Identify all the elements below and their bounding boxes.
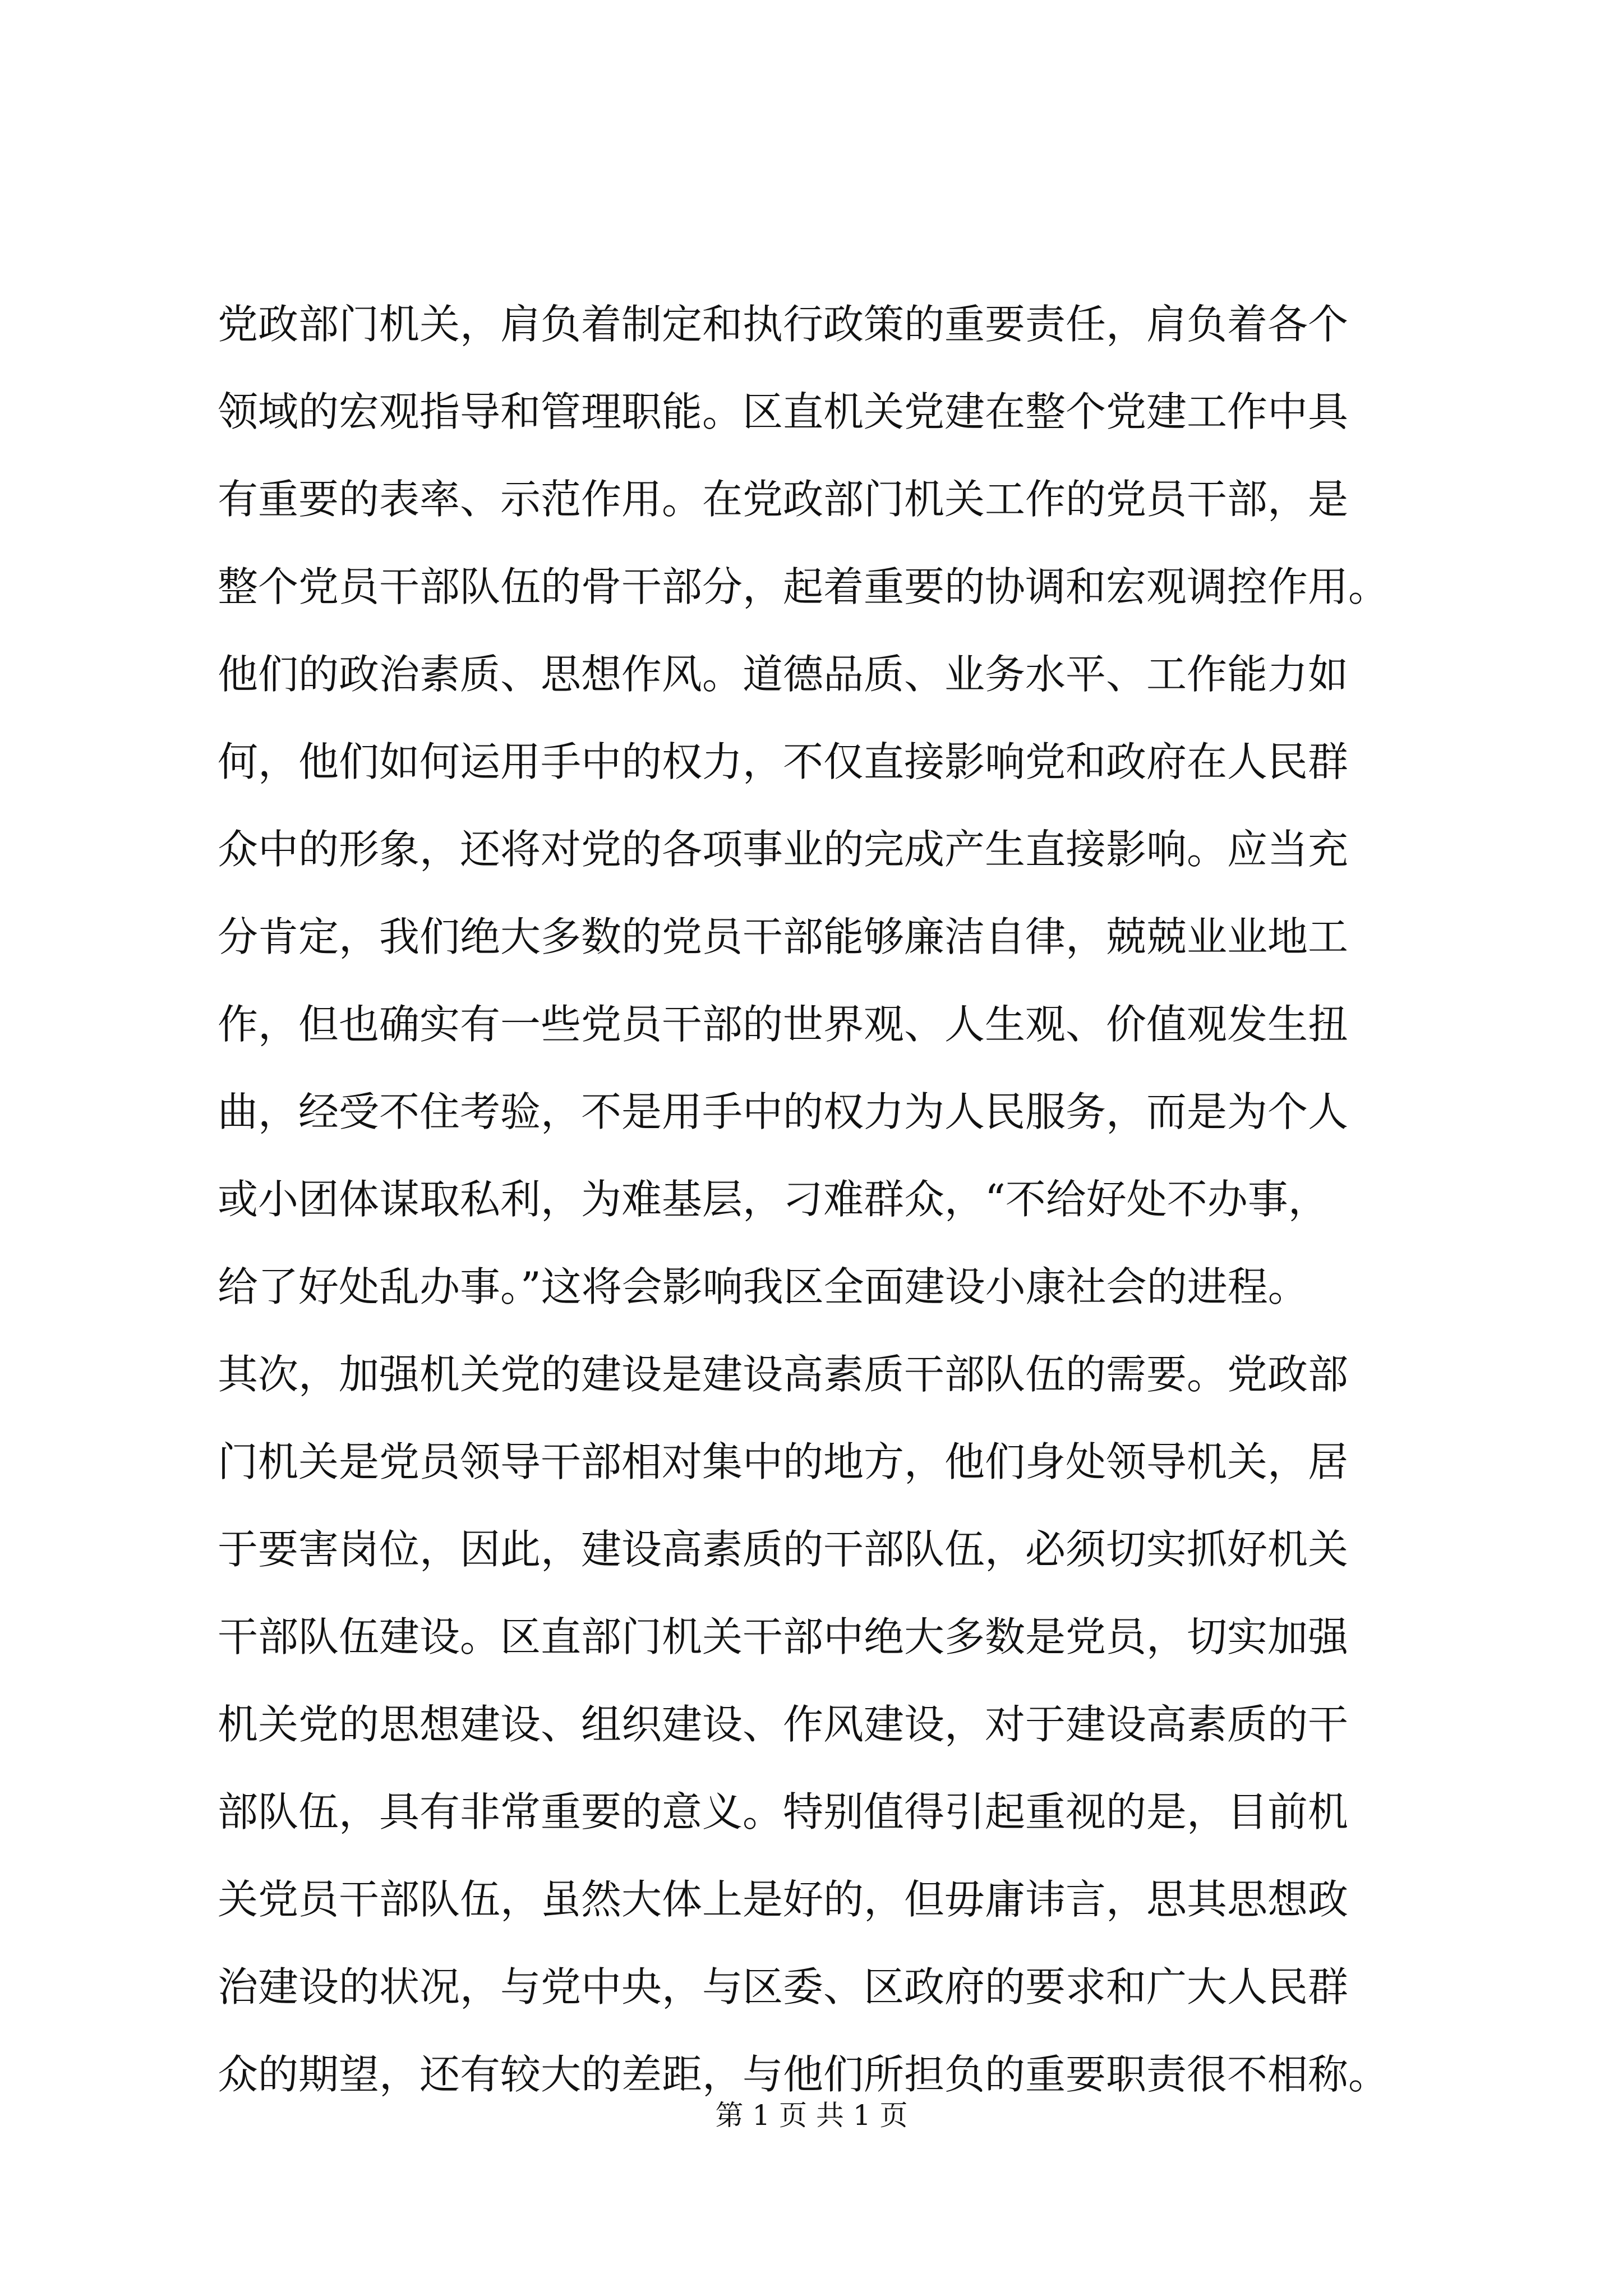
text-line: 分肯定，我们绝大多数的党员干部能够廉洁自律，兢兢业业地工 (218, 913, 1349, 960)
text-line: 领域的宏观指导和管理职能。区直机关党建在整个党建工作中具 (218, 388, 1349, 435)
text-line: 机关党的思想建设、组织建设、作风建设，对于建设高素质的干 (218, 1701, 1349, 1748)
text-line: 众中的形象，还将对党的各项事业的完成产生直接影响。应当充 (218, 826, 1349, 873)
text-line: 何，他们如何运用手中的权力，不仅直接影响党和政府在人民群 (218, 738, 1349, 785)
text-line: 他们的政治素质、思想作风。道德品质、业务水平、工作能力如 (218, 651, 1349, 698)
text-line: 整个党员干部队伍的骨干部分，起着重要的协调和宏观调控作用。 (218, 563, 1389, 610)
text-line: 干部队伍建设。区直部门机关干部中绝大多数是党员，切实加强 (218, 1613, 1349, 1660)
text-line: 门机关是党员领导干部相对集中的地方，他们身处领导机关，居 (218, 1438, 1349, 1485)
body-text (218, 280, 1429, 2118)
text-line: 曲，经受不住考验，不是用手中的权力为人民服务，而是为个人 (218, 1088, 1349, 1135)
text-line: 给了好处乱办事。”这将会影响我区全面建设小康社会的进程。 (218, 1263, 1308, 1310)
text-line: 治建设的状况，与党中央，与区委、区政府的要求和广大人民群 (218, 1963, 1349, 2010)
text-line: 于要害岗位，因此，建设高素质的干部队伍，必须切实抓好机关 (218, 1526, 1349, 1573)
page-number-label: 第 1 页 共 1 页 (715, 2099, 908, 2132)
text-line: 关党员干部队伍，虽然大体上是好的，但毋庸讳言，思其思想政 (218, 1876, 1349, 1923)
text-line: 或小团体谋取私利，为难基层，刁难群众，“不给好处不办事， (218, 1176, 1329, 1223)
text-line: 党政部门机关，肩负着制定和执行政策的重要责任，肩负着各个 (218, 301, 1349, 348)
text-line: 作，但也确实有一些党员干部的世界观、人生观、价值观发生扭 (218, 1001, 1349, 1048)
page-footer (0, 2096, 1623, 2135)
text-line: 其次，加强机关党的建设是建设高素质干部队伍的需要。党政部 (218, 1351, 1349, 1398)
text-line: 有重要的表率、示范作用。在党政部门机关工作的党员干部，是 (218, 476, 1349, 523)
text-line: 部队伍，具有非常重要的意义。特别值得引起重视的是，目前机 (218, 1788, 1349, 1835)
text-line: 众的期望，还有较大的差距，与他们所担负的重要职责很不相称。 (218, 2051, 1389, 2098)
